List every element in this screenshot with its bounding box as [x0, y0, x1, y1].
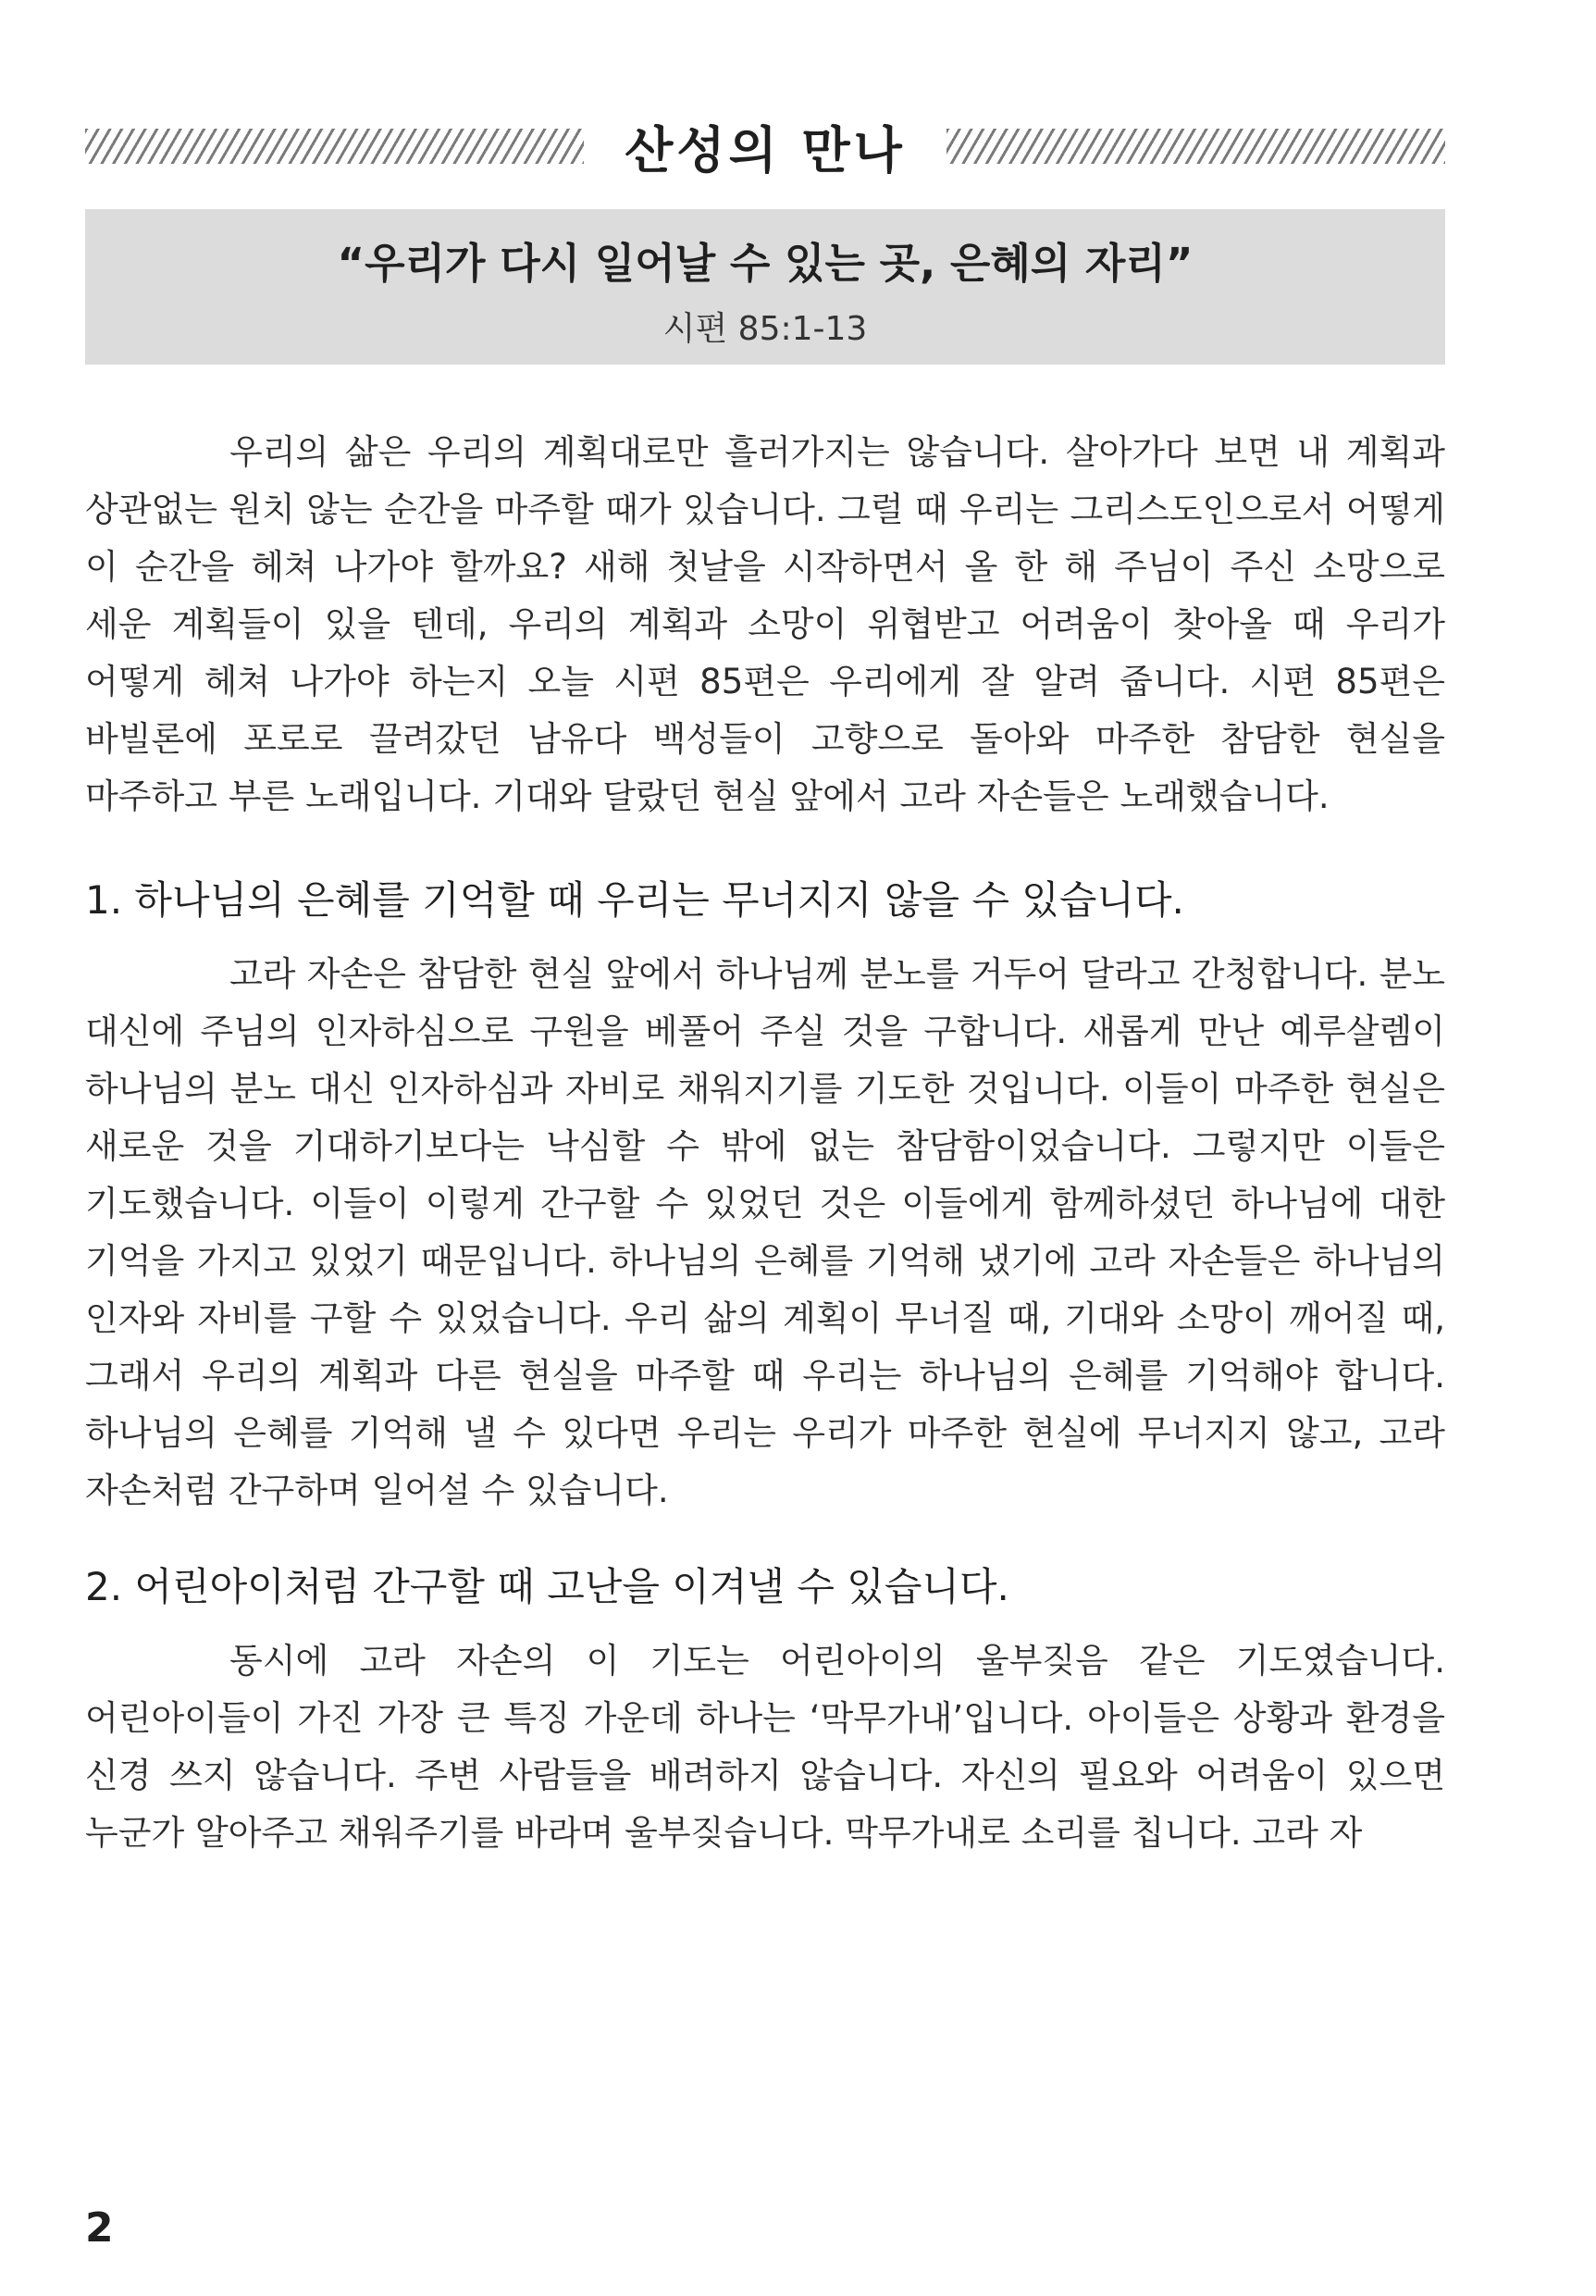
section-2-paragraph: 동시에 고라 자손의 이 기도는 어린아이의 울부짖음 같은 기도였습니다. 어린아이들이 가진 가장 큰 특징 가운데 하나는 ‘막무가내’입니다. 아이들은 상황과 환경을 신경 쓰지 않습니다. 주변 사람들을 배려하지 않습니다. 자신의 필요와 어려움이 있으면 누군가 알아주고 채워주기를 바라며 울부짖습니다. 막무가내로 소리를 칩니다. 고라 자 — [85, 1641, 1445, 1853]
hatch-decoration-left — [85, 129, 584, 164]
section-1-paragraph: 고라 자손은 참담한 현실 앞에서 하나님께 분노를 거두어 달라고 간청합니다. 분노 대신에 주님의 인자하심으로 구원을 베풀어 주실 것을 구합니다. 새롭게 만난 예루살렘이 하나님의 분노 대신 인자하심과 자비로 채워지기를 기도한 것입니다. 이들이 마주한 현실은 새로운 것을 기대하기보다는 낙심할 수 밖에 없는 참담함이었습니다. 그렇지만 이들은 기도했습니다. 이들이 이렇게 간구할 수 있었던 것은 이들에게 함께하셨던 하나님에 대한 기억을 가지고 있었기 때문입니다. 하나님의 은혜를 기억해 냈기에 고라 자손들은 하나님의 인자와 자비를 구할 수 있었습니다. 우리 삶의 계획이 무너질 때, 기대와 소망이 깨어질 때, 그래서 우리의 계획과 다른 현실을 마주할 때 우리는 하나님의 은혜를 기억해야 합니다. 하나님의 은혜를 기억해 낼 수 있다면 우리는 우리가 마주한 현실에 무너지지 않고, 고라 자손처럼 간구하며 일어설 수 있습니다. — [85, 954, 1445, 1510]
header-title: 산성의 만나 — [625, 120, 906, 180]
page-number: 2 — [85, 2204, 114, 2252]
hatch-decoration-right — [946, 129, 1445, 164]
intro-paragraph: 우리의 삶은 우리의 계획대로만 흘러가지는 않습니다. 살아가다 보면 내 계획과 상관없는 원치 않는 순간을 마주할 때가 있습니다. 그럴 때 우리는 그리스도인으로서 어떻게 이 순간을 헤쳐 나가야 할까요? 새해 첫날을 시작하면서 올 한 해 주님이 주신 소망으로 세운 계획들이 있을 텐데, 우리의 계획과 소망이 위협받고 어려움이 찾아올 때 우리가 어떻게 헤쳐 나가야 하는지 오늘 시편 85편은 우리에게 잘 알려 줍니다. 시편 85편은 바빌론에 포로로 끌려갔던 남유다 백성들이 고향으로 돌아와 마주한 참담한 현실을 마주하고 부른 노래입니다. 기대와 달랐던 현실 앞에서 고라 자손들은 노래했습니다. — [85, 432, 1445, 816]
section-2-heading: 2. 어린아이처럼 간구할 때 고난을 이겨낼 수 있습니다. — [85, 1564, 1009, 1609]
scripture-reference: 시편 85:1-13 — [662, 310, 868, 348]
section-1-heading: 1. 하나님의 은혜를 기억할 때 우리는 무너지지 않을 수 있습니다. — [85, 877, 1184, 923]
sermon-title-box — [85, 209, 1445, 365]
page-header — [85, 109, 1445, 183]
body-content — [85, 424, 1445, 1862]
sermon-title: “우리가 다시 일어날 수 있는 곳, 은혜의 자리” — [337, 239, 1194, 288]
